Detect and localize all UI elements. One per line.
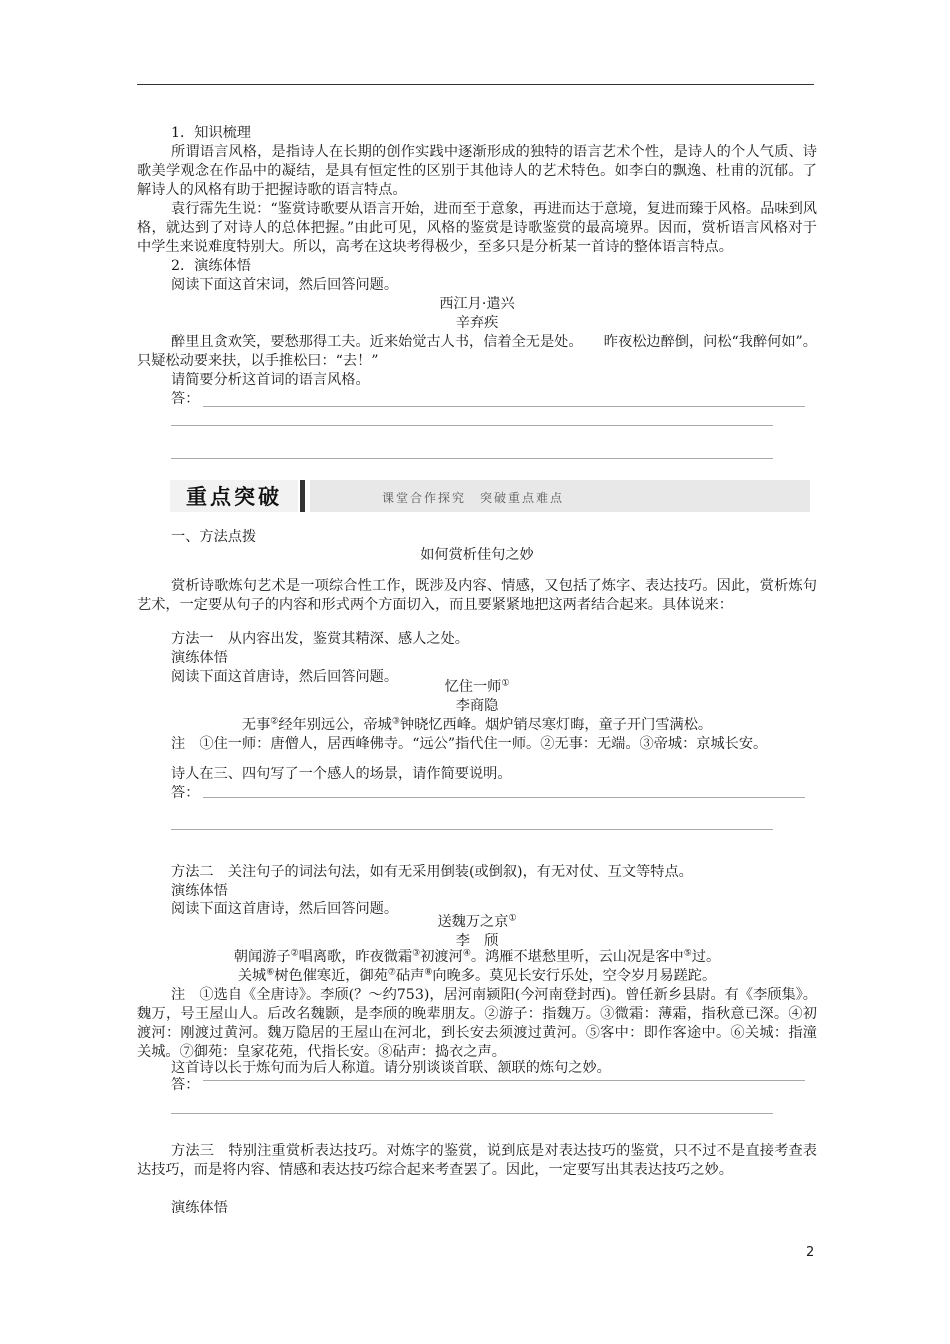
instruction-text: 阅读下面这首唐诗，然后回答问题。 [171, 901, 399, 917]
practice-label: 演练体悟 [171, 650, 228, 666]
answer-label: 答： [171, 785, 200, 801]
poem-text: 醉里且贪欢笑，要愁那得工夫。近来始觉古人书，信着全无是处。 昨夜松边醉倒，问松“我醉何如”。只疑松动要来扶，以手推松曰：“去！” [137, 334, 817, 369]
section-banner [170, 476, 810, 516]
poem-author: 李 颀 [455, 933, 499, 949]
method-heading: 方法三 特别注重赏析表达技巧。对炼字的鉴赏，说到底是对表达技巧的鉴赏，只不过不是直接考查表达技巧，而是将内容、情感和表达技巧综合起来考查罢了。因此，一定要写出其表达技巧之妙。 [137, 1143, 817, 1178]
poem-note: 注 ①住一师：唐僧人，居西峰佛寺。“远公”指代住一师。②无事：无端。③帝城：京城长安。 [171, 736, 768, 752]
poem-title: 送魏万之京① [437, 913, 517, 930]
answer-line[interactable] [203, 406, 805, 407]
answer-line[interactable] [171, 829, 773, 830]
answer-line[interactable] [203, 1080, 805, 1081]
section-heading: 1．知识梳理 [171, 125, 251, 141]
instruction-text: 阅读下面这首唐诗，然后回答问题。 [171, 669, 399, 685]
page-number: 2 [806, 1245, 815, 1260]
poem-note: 注 ①选自《全唐诗》。李颀(？～约753)，居河南颍阳(今河南登封西)。曾任新乡县尉。有《李颀集》。魏万，号王屋山人。后改名魏颢，是李颀的晚辈朋友。②游子：指魏万。③微霜：薄霜，指秋意已深。④初渡河：刚渡过黄河。魏万隐居的王屋山在河北，到长安去须渡过黄河。⑤客中：即作客途中。⑥关城：指潼关城。⑦御苑：皇家花苑，代指长安。⑧砧声：捣衣之声。 [137, 987, 817, 1060]
method-heading: 方法二 关注句子的词法句法，如有无采用倒装(或倒叙)，有无对仗、互文等特点。 [171, 864, 693, 880]
question-text: 诗人在三、四句写了一个感人的场景，请作简要说明。 [171, 766, 512, 782]
paragraph: 赏析诗歌炼句艺术是一项综合性工作，既涉及内容、情感，又包括了炼字、表达技巧。因此，赏析炼句艺术，一定要从句子的内容和形式两个方面切入，而且要紧紧地把这两者结合起来。具体说来： [137, 578, 817, 613]
answer-label: 答： [171, 1077, 200, 1093]
answer-line[interactable] [171, 425, 773, 426]
paragraph: 袁行霈先生说：“鉴赏诗歌要从语言开始，进而至于意象，再进而达于意境，复进而臻于风格。品味到风格，就达到了对诗人的总体把握。”由此可见，风格的鉴赏是诗歌鉴赏的最高境界。因而，赏析语言风格对于中学生来说难度特别大。所以，高考在这块考得极少，至多只是分析某一首诗的整体语言特点。 [137, 201, 817, 255]
answer-line[interactable] [171, 458, 773, 459]
method-heading: 方法一 从内容出发，鉴赏其精深、感人之处。 [171, 631, 469, 647]
practice-label: 演练体悟 [171, 883, 228, 899]
banner-divider [300, 480, 305, 512]
banner-title: 重点突破 [186, 485, 282, 509]
part-title: 如何赏析佳句之妙 [420, 547, 534, 563]
poem-title: 忆住一师① [444, 678, 510, 695]
practice-label: 演练体悟 [171, 1200, 228, 1216]
poem-text: 无事②经年别远公，帝城③钟晓忆西峰。烟炉销尽寒灯晦，童子开门雪满松。 [241, 716, 713, 733]
section-heading: 2．演练体悟 [171, 258, 251, 274]
part-heading: 一、方法点拨 [171, 529, 257, 545]
paragraph: 所谓语言风格，是指诗人在长期的创作实践中逐渐形成的独特的语言艺术个性，是诗人的个人气质、诗歌美学观念在作品中的凝结，是具有恒定性的区别于其他诗人的艺术特色。如李白的飘逸、杜甫的沉郁。了解诗人的风格有助于把握诗歌的语言特点。 [137, 144, 817, 198]
poem-author: 李商隐 [455, 698, 499, 714]
answer-label: 答： [171, 391, 200, 407]
question-text: 这首诗以长于炼句而为后人称道。请分别谈谈首联、颔联的炼句之妙。 [171, 1060, 611, 1076]
poem-title: 西江月·遣兴 [439, 296, 515, 312]
instruction-text: 阅读下面这首宋词，然后回答问题。 [171, 277, 399, 293]
poem-author: 辛弃疾 [455, 315, 499, 331]
answer-line[interactable] [203, 797, 805, 798]
poem-line: 朝闻游子②唱离歌，昨夜微霜③初渡河④。鸿雁不堪愁里听，云山况是客中⑤过。 [233, 948, 721, 965]
question-text: 请简要分析这首词的语言风格。 [171, 372, 370, 388]
header-rule [137, 84, 814, 85]
poem-line: 关城⑥树色催寒近，御苑⑦砧声⑧向晚多。莫见长安行乐处，空令岁月易蹉跎。 [237, 967, 717, 984]
answer-line[interactable] [171, 1113, 773, 1114]
banner-subtitle: 课堂合作探究 突破重点难点 [382, 491, 565, 505]
